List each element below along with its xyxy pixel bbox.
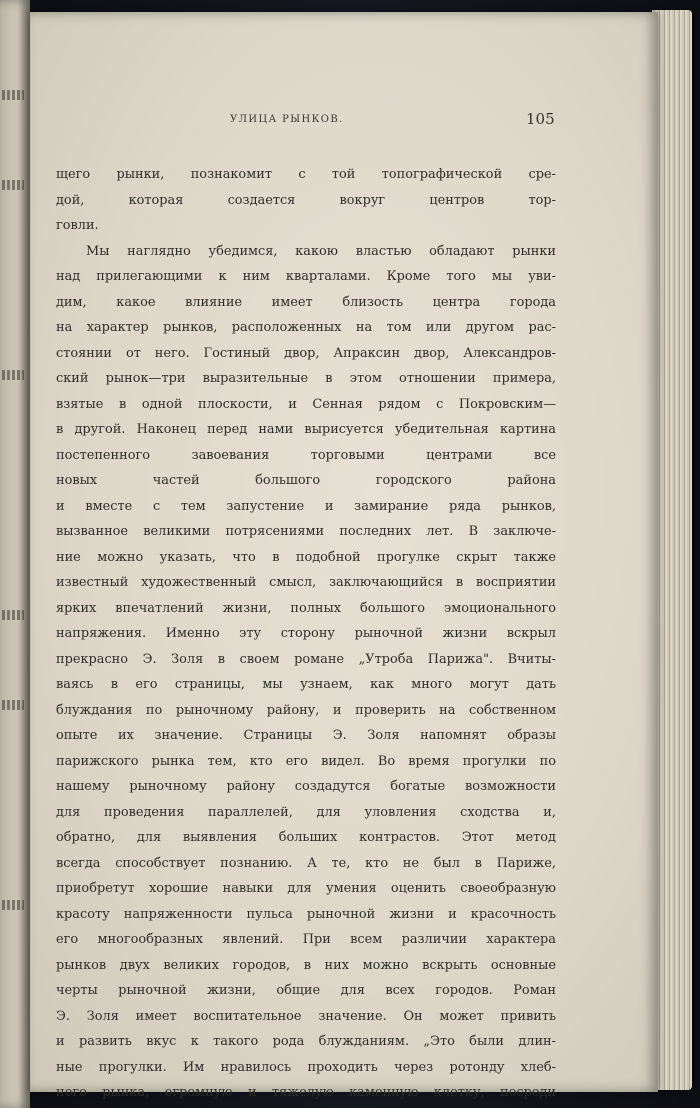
text-line: ные прогулки. Им нравилось проходить через ротонду хлеб-	[56, 1059, 556, 1075]
body-text	[56, 162, 556, 1106]
text-line: блуждания по рыночному району, и проверить на собственном	[56, 702, 556, 718]
left-page-text-fragment	[2, 900, 24, 910]
text-line: дой, которая создается вокруг центров тор-	[56, 192, 556, 208]
text-line: на характер рынков, расположенных на том или другом рас-	[56, 320, 556, 335]
text-line: новых частей большого городского района	[56, 473, 556, 488]
text-line: рынков двух великих городов, в них можно вскрыть основные	[56, 957, 556, 973]
left-page-text-fragment	[2, 370, 24, 380]
text-line: опыте их значение. Страницы Э. Золя напомнят образы	[56, 728, 556, 743]
text-line: Мы наглядно убедимся, какою властью обладают рынки	[86, 243, 556, 259]
left-page-text-fragment	[2, 610, 24, 620]
text-line: говли.	[56, 218, 99, 233]
text-line: в другой. Наконец перед нами вырисуется убедительная картина	[56, 422, 556, 437]
left-page-text-fragment	[2, 700, 24, 710]
text-line: щего рынки, познакомит с той топографической сре-	[56, 167, 556, 182]
text-line: ваясь в его страницы, мы узнаем, как много могут дать	[56, 677, 556, 692]
text-line: дим, какое влияние имеет близость центра города	[56, 294, 556, 310]
text-line: всегда способствует познанию. А те, кто не был в Париже,	[56, 855, 556, 871]
left-page-text-fragment	[2, 180, 24, 190]
text-line: нашему рыночному району создадутся богатые возможности	[56, 779, 556, 794]
text-line: постепенного завоевания торговыми центрами все	[56, 447, 556, 463]
text-line: обратно, для выявления больших контрастов. Этот метод	[56, 830, 556, 845]
page-stack-edges	[652, 10, 692, 1090]
text-line: ние можно указать, что в подобной прогулке скрыт также	[56, 549, 556, 565]
left-page-edge	[0, 0, 30, 1108]
text-line: вызванное великими потрясениями последних лет. В заключе-	[56, 524, 556, 539]
text-line: над прилегающими к ним кварталами. Кроме того мы уви-	[56, 269, 556, 284]
text-line: взятые в одной плоскости, и Сенная рядом с Покровским—	[56, 396, 556, 412]
text-line: ский рынок—три выразительные в этом отношении примера,	[56, 371, 556, 386]
text-line: черты рыночной жизни, общие для всех городов. Роман	[56, 983, 556, 998]
text-line: красоту напряженности пульса рыночной жизни и красочность	[56, 906, 556, 922]
text-line: парижского рынка тем, кто его видел. Во время прогулки по	[56, 753, 556, 769]
text-line: прекрасно Э. Золя в своем романе „Утроба Парижа". Вчиты-	[56, 651, 556, 667]
text-line: его многообразных явлений. При всем различии характера	[56, 932, 556, 947]
book-page	[30, 12, 658, 1100]
text-line: стоянии от него. Гостиный двор, Апраксин двор, Александров-	[56, 345, 556, 361]
text-line: Э. Золя имеет воспитательное значение. Он может привить	[56, 1008, 556, 1024]
text-line: известный художественный смысл, заключающийся в восприятии	[56, 575, 556, 590]
text-line: для проведения параллелей, для уловления сходства и,	[56, 804, 556, 820]
running-head	[30, 108, 658, 132]
left-page-text-fragment	[2, 90, 24, 100]
text-line: ярких впечатлений жизни, полных большого эмоционального	[56, 600, 556, 616]
page-number: 105	[526, 110, 555, 128]
text-line: и развить вкус к такого рода блужданиям. „Это были длин-	[56, 1034, 556, 1049]
running-head-title: УЛИЦА РЫНКОВ.	[230, 114, 344, 125]
text-line: приобретут хорошие навыки для умения оценить своеобразную	[56, 881, 556, 896]
text-line: и вместе с тем запустение и замирание ряда рынков,	[56, 498, 556, 514]
text-line: ного рынка, огромную и тяжелую каменную клетку, посреди	[56, 1085, 556, 1100]
text-line: напряжения. Именно эту сторону рыночной жизни вскрыл	[56, 626, 556, 641]
